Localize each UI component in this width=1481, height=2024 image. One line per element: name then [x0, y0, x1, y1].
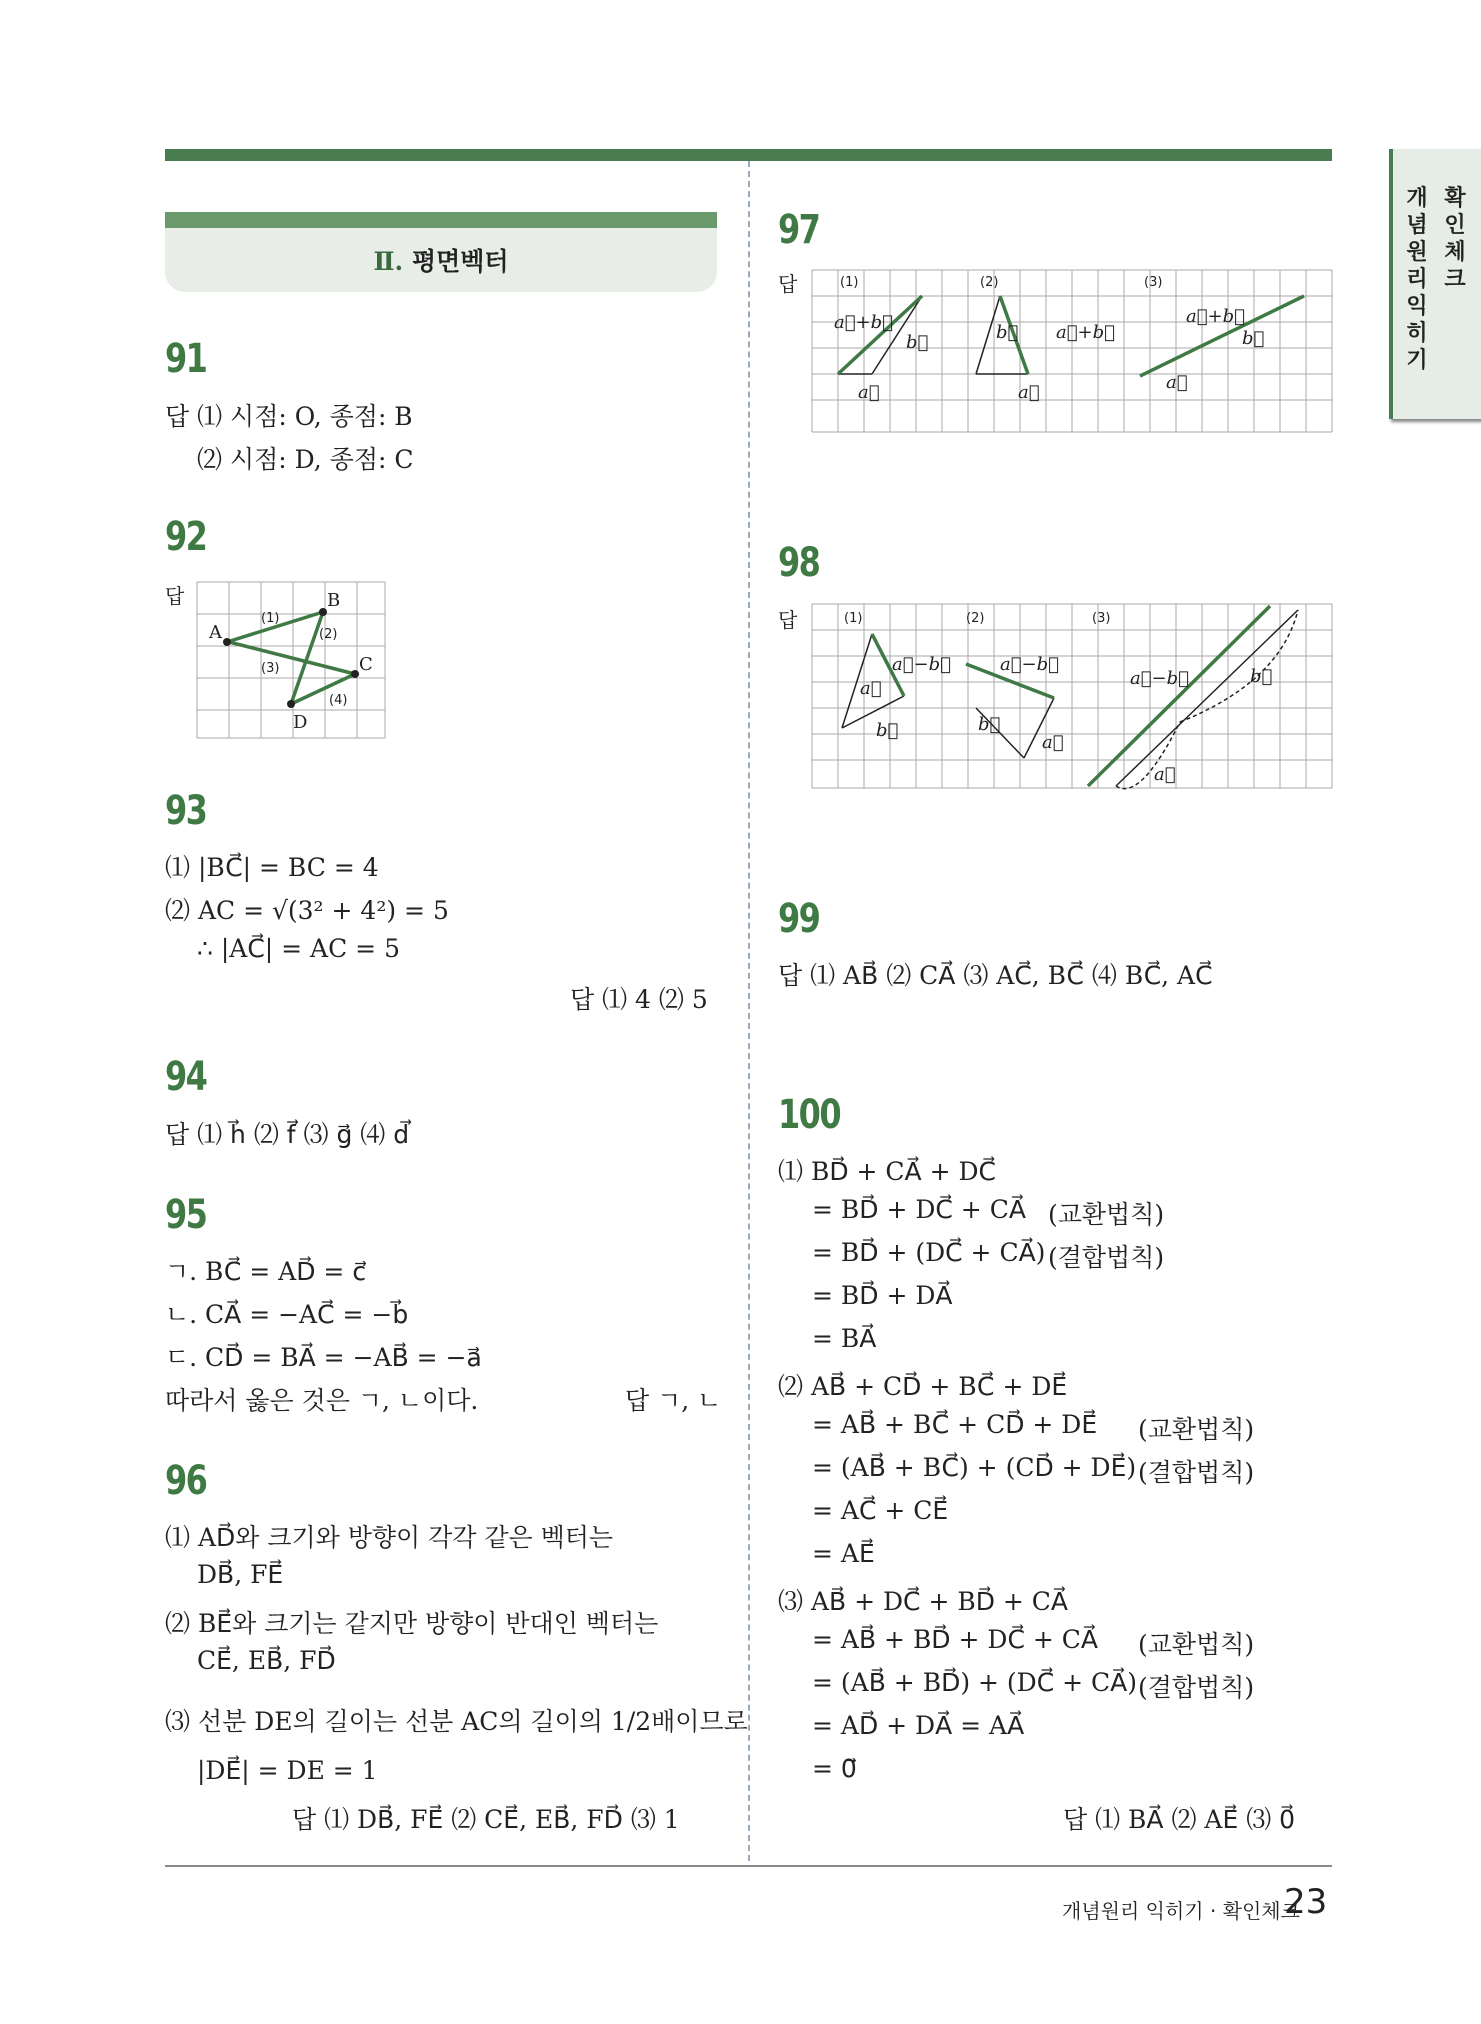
p100-s2-note-1: (교환법칙) [1138, 1415, 1255, 1444]
p97-1-label-sum: a⃗+b⃗ [834, 312, 893, 333]
p92-answer-tag: 답 [165, 584, 185, 608]
p100-s2-line-4: = AE⃗ [812, 1539, 875, 1568]
p97-2-label-a: a⃗ [1018, 382, 1040, 403]
side-tab-label-1: 확인체크 [1444, 186, 1466, 292]
chapter-header [165, 212, 717, 292]
p98-1-label-a: a⃗ [860, 678, 882, 699]
p97-grid [812, 270, 1332, 432]
p100-s1-note-2: (결합법칙) [1048, 1243, 1165, 1272]
p95-line-2: ㄴ. CA⃗ = −AC⃗ = −b⃗ [165, 1300, 409, 1329]
p98-3-label-b: b⃗ [1250, 666, 1273, 687]
p93-line-1: ⑴ |BC⃗| = BC = 4 [165, 853, 379, 882]
p96-line-2: DB⃗, FE⃗ [197, 1560, 284, 1589]
chapter-name: 평면벡터 [411, 247, 509, 276]
p95-line-1: ㄱ. BC⃗ = AD⃗ = c⃗ [165, 1257, 367, 1286]
p97-answer-tag: 답 [778, 272, 798, 296]
p98-2-label-b: b⃗ [978, 714, 1001, 735]
p92-figure [195, 580, 390, 740]
footer-text: 개념원리 익히기 · 확인체크 [1062, 1899, 1300, 1923]
p98-figure [810, 602, 1334, 792]
chapter-stripe [165, 212, 717, 228]
p100-s3-line-1: = AB⃗ + BD⃗ + DC⃗ + CA⃗ [812, 1625, 1098, 1654]
p92-vector-3 [229, 642, 355, 674]
p96-line-5: ⑶ 선분 DE의 길이는 선분 AC의 길이의 1/2배이므로 [165, 1707, 748, 1736]
problem-number-99: 99 [778, 896, 820, 942]
p98-tag-2: (2) [966, 611, 985, 626]
p100-s3-line-0: ⑶ AB⃗ + DC⃗ + BD⃗ + CA⃗ [778, 1587, 1069, 1616]
p97-figure [810, 268, 1334, 434]
p100-s1-note-1: (교환법칙) [1048, 1200, 1165, 1229]
problem-number-93: 93 [165, 788, 207, 834]
p97-3-label-sum: a⃗+b⃗ [1186, 306, 1245, 327]
p95-answer: 답 ㄱ, ㄴ [625, 1386, 722, 1415]
p96-line-1: ⑴ AD⃗와 크기와 방향이 각각 같은 벡터는 [165, 1523, 614, 1552]
p97-2-label-b: b⃗ [996, 322, 1019, 343]
problem-number-98: 98 [778, 540, 820, 586]
p97-tag-2: (2) [980, 275, 999, 290]
p92-point-a [223, 638, 231, 646]
p92-tag-3: (3) [261, 661, 280, 676]
p92-label-d: D [293, 712, 308, 733]
p97-2-label-sum: a⃗+b⃗ [1056, 322, 1115, 343]
column-divider [748, 161, 750, 1861]
problem-number-100: 100 [778, 1092, 840, 1138]
p100-s1-line-3: = BD⃗ + DA⃗ [812, 1281, 953, 1310]
problem-number-94: 94 [165, 1054, 207, 1100]
p99-answer: 답 ⑴ AB⃗ ⑵ CA⃗ ⑶ AC⃗, BC⃗ ⑷ BC⃗, AC⃗ [778, 961, 1213, 990]
p98-3-diff [1088, 606, 1273, 786]
p91-line-2: ⑵ 시점: D, 종점: C [197, 445, 414, 474]
top-bar [165, 149, 1332, 161]
p92-label-c: C [359, 654, 373, 675]
p100-s3-line-3: = AD⃗ + DA⃗ = AA⃗ [812, 1711, 1025, 1740]
chapter-title [165, 242, 717, 278]
p91-line-1: 답 ⑴ 시점: O, 종점: B [165, 402, 413, 431]
p100-s2-line-0: ⑵ AB⃗ + CD⃗ + BC⃗ + DE⃗ [778, 1372, 1068, 1401]
p93-line-2: ⑵ AC = √(3² + 4²) = 5 [165, 896, 449, 925]
p93-answer: 답 ⑴ 4 ⑵ 5 [570, 985, 708, 1014]
p100-s1-line-2: = BD⃗ + (DC⃗ + CA⃗) [812, 1238, 1046, 1267]
p96-line-6: |DE⃗| = DE = 1 [197, 1756, 378, 1785]
p95-line-3: ㄷ. CD⃗ = BA⃗ = −AB⃗ = −a⃗ [165, 1343, 482, 1372]
p98-1-label-b: b⃗ [876, 720, 899, 741]
problem-number-92: 92 [165, 514, 207, 560]
p98-tag-3: (3) [1092, 611, 1111, 626]
p98-1-label-diff: a⃗−b⃗ [892, 654, 951, 675]
p92-label-a: A [209, 622, 222, 643]
p92-tag-1: (1) [261, 611, 280, 626]
p100-s1-line-4: = BA⃗ [812, 1324, 877, 1353]
p92-label-b: B [327, 590, 341, 611]
problem-number-96: 96 [165, 1458, 207, 1504]
p97-tag-1: (1) [840, 275, 859, 290]
p100-s1-line-1: = BD⃗ + DC⃗ + CA⃗ [812, 1195, 1026, 1224]
p100-s2-note-2: (결합법칙) [1138, 1458, 1255, 1487]
page-number: 23 [1284, 1882, 1328, 1922]
p98-2-label-diff: a⃗−b⃗ [1000, 654, 1059, 675]
p96-line-3: ⑵ BE⃗와 크기는 같지만 방향이 반대인 벡터는 [165, 1609, 659, 1638]
p94-answer: 답 ⑴ h⃗ ⑵ f⃗ ⑶ g⃗ ⑷ d⃗ [165, 1120, 410, 1149]
p100-s1-line-0: ⑴ BD⃗ + CA⃗ + DC⃗ [778, 1157, 996, 1186]
p98-tag-1: (1) [844, 611, 863, 626]
p100-s2-line-1: = AB⃗ + BC⃗ + CD⃗ + DE⃗ [812, 1410, 1098, 1439]
p100-s2-line-3: = AC⃗ + CE⃗ [812, 1496, 949, 1525]
p100-s3-note-1: (교환법칙) [1138, 1630, 1255, 1659]
p98-answer-tag: 답 [778, 608, 798, 632]
p98-3-label-diff: a⃗−b⃗ [1130, 668, 1189, 689]
p100-s3-line-2: = (AB⃗ + BD⃗) + (DC⃗ + CA⃗) [812, 1668, 1137, 1697]
p92-point-c [351, 670, 359, 678]
p97-3-label-b: b⃗ [1242, 328, 1265, 349]
p100-s3-note-2: (결합법칙) [1138, 1673, 1255, 1702]
p97-1-label-b: b⃗ [906, 332, 929, 353]
p92-point-b [319, 608, 327, 616]
problem-number-97: 97 [778, 207, 820, 253]
p92-point-d [287, 700, 295, 708]
p97-tag-3: (3) [1144, 275, 1163, 290]
p98-2-label-a: a⃗ [1042, 732, 1064, 753]
p97-1-label-a: a⃗ [858, 382, 880, 403]
problem-number-91: 91 [165, 336, 207, 382]
side-tab [1389, 149, 1481, 419]
p100-s3-line-4: = 0⃗ [812, 1754, 857, 1783]
p98-3-label-a: a⃗ [1154, 764, 1176, 785]
p92-grid [197, 582, 385, 738]
p98-grid [812, 604, 1332, 788]
p93-line-3: ∴ |AC⃗| = AC = 5 [197, 934, 400, 963]
p95-line-4: 따라서 옳은 것은 ㄱ, ㄴ이다. [165, 1386, 479, 1415]
p100-s2-line-2: = (AB⃗ + BC⃗) + (CD⃗ + DE⃗) [812, 1453, 1137, 1482]
chapter-roman: Ⅱ. [373, 247, 404, 276]
p92-tag-2: (2) [319, 627, 338, 642]
side-tab-label-2: 개념원리 익히기 [1406, 186, 1428, 373]
p96-line-4: CE⃗, EB⃗, FD⃗ [197, 1646, 336, 1675]
p92-tag-4: (4) [329, 693, 348, 708]
p97-3-label-a: a⃗ [1166, 372, 1188, 393]
p96-answer: 답 ⑴ DB⃗, FE⃗ ⑵ CE⃗, EB⃗, FD⃗ ⑶ 1 [292, 1805, 680, 1834]
bottom-rule [165, 1865, 1332, 1867]
problem-number-95: 95 [165, 1192, 207, 1238]
p100-answer: 답 ⑴ BA⃗ ⑵ AE⃗ ⑶ 0⃗ [1063, 1805, 1296, 1834]
